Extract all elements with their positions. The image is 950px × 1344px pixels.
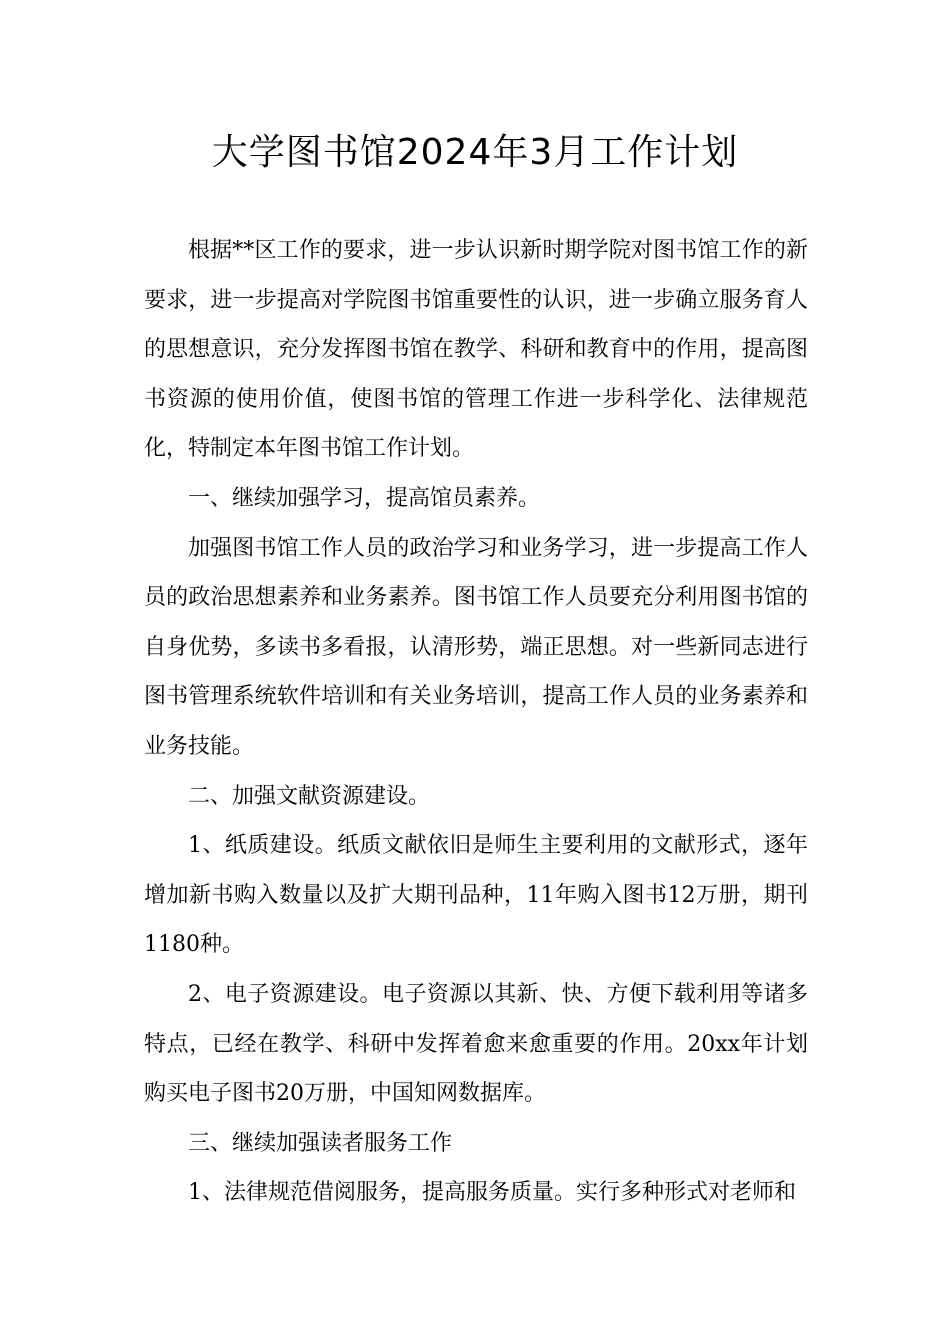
section-heading-2: 二、加强文献资源建设。 bbox=[188, 783, 431, 809]
paragraph-lending-service: 1、法律规范借阅服务，提高服务质量。实行多种形式对老师和 bbox=[188, 1180, 796, 1206]
paragraph-intro: 根据**区工作的要求，进一步认识新时期学院对图书馆工作的新要求，进一步提高对学院图书馆重要性的认识，进一步确立服务育人的思想意识，充分发挥图书馆在教学、科研和教育中的作用，提高图书资源的使用价值，使图书馆的管理工作进一步科学化、法律规范化，特制定本年图书馆工作计划。 bbox=[144, 238, 808, 462]
section-heading-1: 一、继续加强学习，提高馆员素养。 bbox=[188, 485, 541, 511]
document-body bbox=[144, 226, 808, 1218]
document-title: 大学图书馆2024年3月工作计划 bbox=[211, 132, 739, 173]
paragraph-electronic-resources: 2、电子资源建设。电子资源以其新、快、方便下载利用等诸多特点，已经在教学、科研中发挥着愈来愈重要的作用。20xx年计划购买电子图书20万册，中国知网数据库。 bbox=[144, 981, 808, 1107]
paragraph-study: 加强图书馆工作人员的政治学习和业务学习，进一步提高工作人员的政治思想素养和业务素养。图书馆工作人员要充分利用图书馆的自身优势，多读书多看报，认清形势，端正思想。对一些新同志进行图书管理系统软件培训和有关业务培训，提高工作人员的业务素养和业务技能。 bbox=[144, 535, 808, 759]
paragraph-paper-resources: 1、纸质建设。纸质文献依旧是师生主要利用的文献形式，逐年增加新书购入数量以及扩大期刊品种，11年购入图书12万册，期刊1180种。 bbox=[144, 833, 808, 958]
section-heading-3: 三、继续加强读者服务工作 bbox=[188, 1130, 453, 1156]
